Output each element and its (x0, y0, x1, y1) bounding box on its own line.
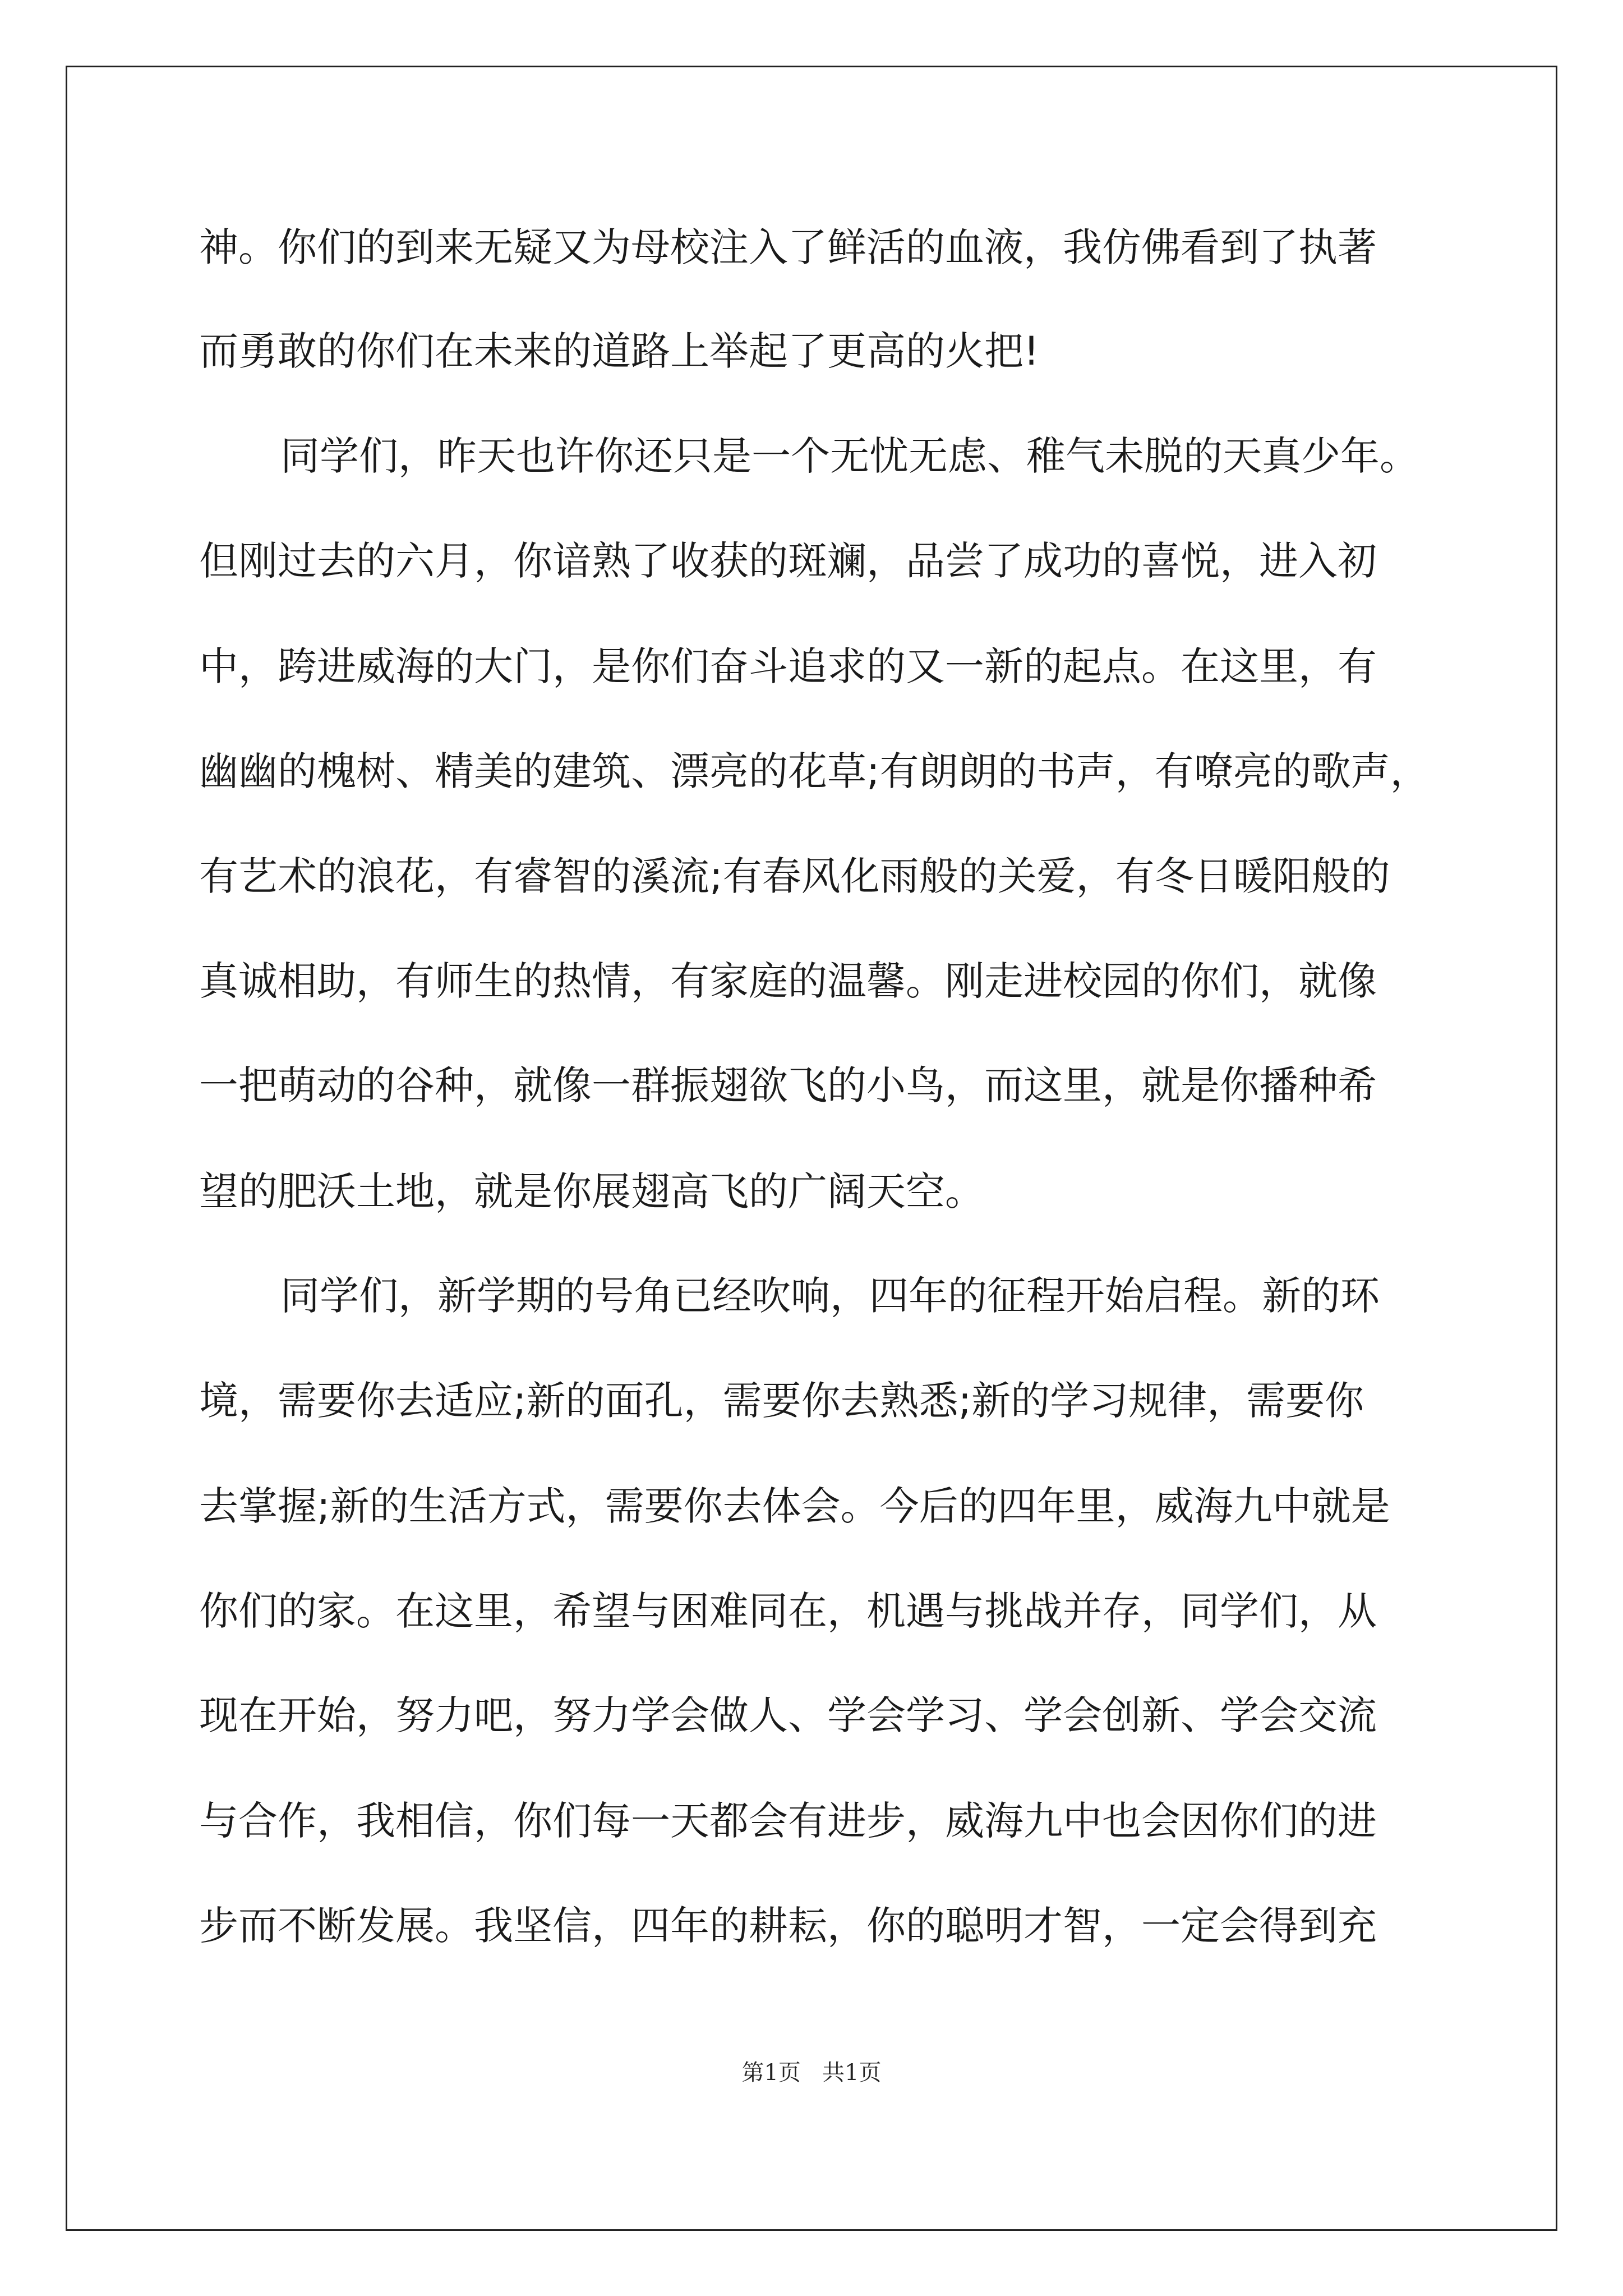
text-line: 有艺术的浪花，有睿智的溪流;有春风化雨般的关爱，有冬日暖阳般的 (199, 853, 1390, 899)
text-line: 同学们，新学期的号角已经吹响，四年的征程开始启程。新的环 (280, 1273, 1380, 1319)
text-line: 幽幽的槐树、精美的建筑、漂亮的花草;有朗朗的书声，有嘹亮的歌声， (199, 748, 1430, 794)
text-line: 望的肥沃土地，就是你展翅高飞的广阔天空。 (199, 1168, 984, 1214)
text-line: 你们的家。在这里，希望与困难同在，机遇与挑战并存，同学们，从 (199, 1588, 1377, 1634)
text-line: 中，跨进威海的大门，是你们奋斗追求的又一新的起点。在这里，有 (199, 643, 1377, 689)
text-line: 与合作，我相信，你们每一天都会有进步，威海九中也会因你们的进 (199, 1798, 1377, 1844)
text-line: 去掌握;新的生活方式，需要你去体会。今后的四年里，威海九中就是 (199, 1483, 1390, 1529)
text-line: 一把萌动的谷种，就像一群振翅欲飞的小鸟，而这里，就是你播种希 (199, 1062, 1377, 1108)
text-line: 步而不断发展。我坚信，四年的耕耘，你的聪明才智，一定会得到充 (199, 1903, 1377, 1949)
text-line: 真诚相助，有师生的热情，有家庭的温馨。刚走进校园的你们，就像 (199, 958, 1377, 1004)
text-line: 神。你们的到来无疑又为母校注入了鲜活的血液，我仿佛看到了执著 (199, 224, 1377, 270)
text-line: 同学们，昨天也许你还只是一个无忧无虑、稚气未脱的天真少年。 (280, 433, 1419, 479)
text-line: 而勇敢的你们在未来的道路上举起了更高的火把! (199, 328, 1040, 374)
text-line: 现在开始，努力吧，努力学会做人、学会学习、学会创新、学会交流 (199, 1692, 1377, 1738)
text-line: 境，需要你去适应;新的面孔，需要你去熟悉;新的学习规律，需要你 (199, 1378, 1364, 1424)
text-line: 但刚过去的六月，你谙熟了收获的斑斓，品尝了成功的喜悦，进入初 (199, 538, 1377, 584)
page-footer: 第1页 共1页 (741, 2060, 882, 2086)
